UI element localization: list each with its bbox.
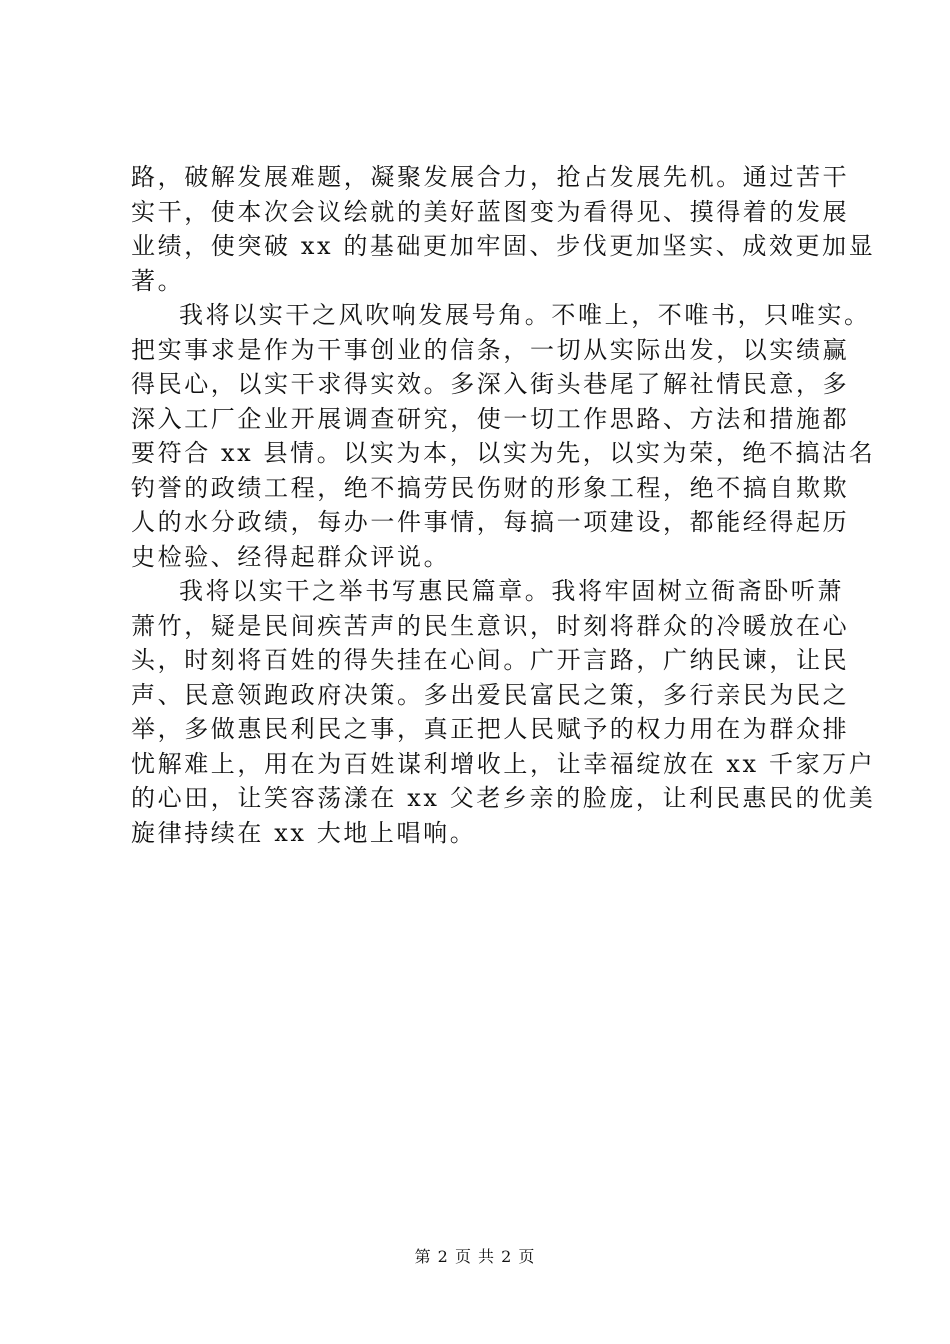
text-line: 旋律持续在 xx 大地上唱响。 [131, 818, 477, 847]
text-line: 实干，使本次会议绘就的美好蓝图变为看得见、摸得着的发展 [131, 197, 850, 226]
text-line: 萧竹，疑是民间疾苦声的民生意识，时刻将群众的冷暖放在心 [131, 611, 850, 640]
text-line: 要符合 xx 县情。以实为本，以实为先，以实为荣，绝不搞沽名 [131, 439, 876, 467]
text-line: 业绩，使突破 xx 的基础更加牢固、步伐更加坚实、成效更加显 [131, 232, 876, 260]
text-line: 的心田，让笑容荡漾在 xx 父老乡亲的脸庞，让利民惠民的优美 [131, 784, 876, 812]
text-line: 我将以实干之风吹响发展号角。不唯上，不唯书，只唯实。 [179, 301, 871, 329]
text-line: 头，时刻将百姓的得失挂在心间。广开言路，广纳民谏，让民 [131, 646, 850, 674]
text-line: 著。 [131, 266, 185, 295]
page-number-footer: 第 2 页 共 2 页 [414, 1247, 536, 1266]
text-line: 声、民意领跑政府决策。多出爱民富民之策，多行亲民为民之 [131, 680, 850, 709]
text-line: 举，多做惠民利民之事，真正把人民赋予的权力用在为群众排 [131, 715, 850, 743]
text-line: 我将以实干之举书写惠民篇章。我将牢固树立衙斋卧听萧 [179, 577, 844, 605]
text-line: 得民心，以实干求得实效。多深入街头巷尾了解社情民意，多 [131, 370, 850, 398]
document-body [131, 160, 876, 850]
text-line: 史检验、经得起群众评说。 [131, 542, 451, 571]
text-line: 人的水分政绩，每办一件事情，每搞一项建设，都能经得起历 [131, 508, 850, 536]
text-line: 路，破解发展难题，凝聚发展合力，抢占发展先机。通过苦干 [131, 163, 850, 191]
text-line: 忧解难上，用在为百姓谋利增收上，让幸福绽放在 xx 千家万户 [131, 749, 876, 778]
text-line: 钓誉的政绩工程，绝不搞劳民伤财的形象工程，绝不搞自欺欺 [131, 473, 850, 502]
text-line: 深入工厂企业开展调查研究，使一切工作思路、方法和措施都 [131, 404, 850, 433]
text-line: 把实事求是作为干事创业的信条，一切从实际出发，以实绩赢 [131, 335, 850, 364]
